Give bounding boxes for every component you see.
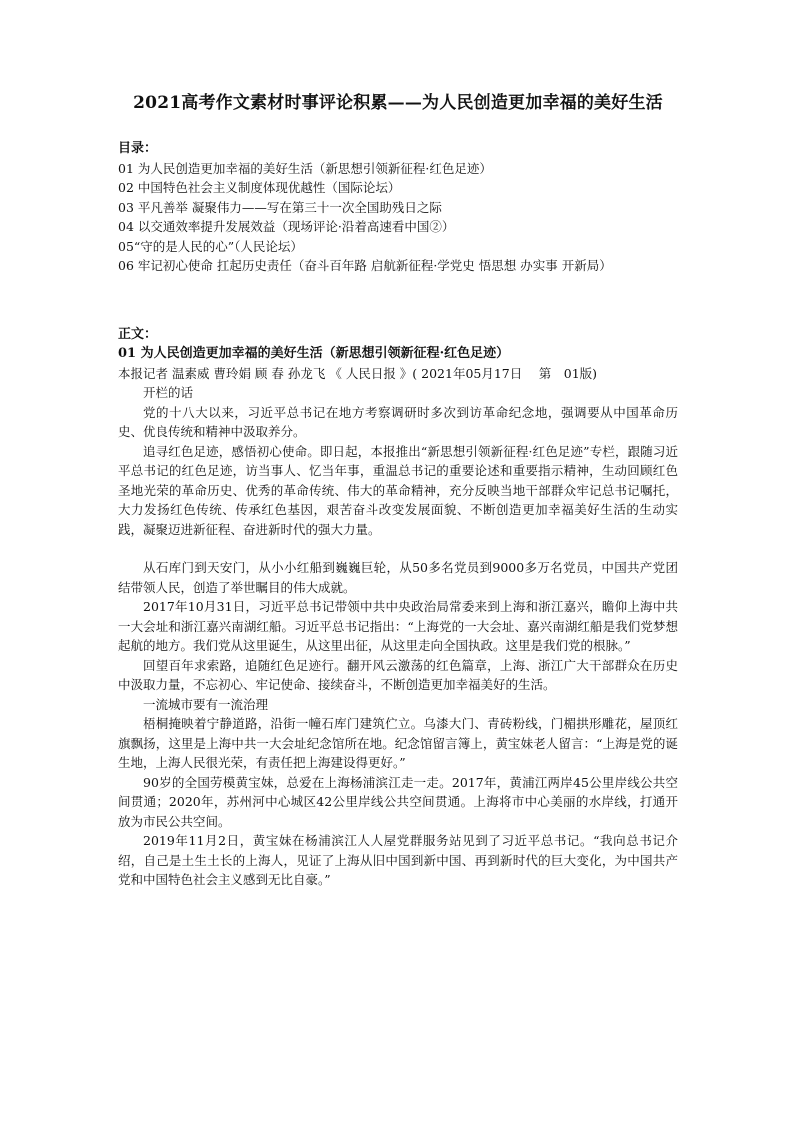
paragraph: 90岁的全国劳模黄宝妹，总爱在上海杨浦滨江走一走。2017年，黄浦江两岸45公里岸线公共空间贯通；2020年，苏州河中心城区42公里岸线公共空间贯通。上海将市中心美丽的水岸线，打通开放为市民公共空间。: [118, 774, 678, 829]
article-title: 01 为人民创造更加幸福的美好生活（新思想引领新征程·红色足迹）: [118, 346, 510, 361]
toc-item-02: 02 中国特色社会主义制度体现优越性（国际论坛）: [118, 180, 401, 195]
body-section: [118, 325, 678, 890]
toc-heading: 目录：: [118, 141, 158, 156]
toc-item-04: 04 以交通效率提升发展效益（现场评论·沿着高速看中国②）: [118, 219, 455, 234]
body-label: 正文：: [118, 326, 158, 342]
toc-item-01: 01 为人民创造更加幸福的美好生活（新思想引领新征程·红色足迹）: [118, 160, 492, 176]
paragraph: 追寻红色足迹，感悟初心使命。即日起，本报推出“新思想引领新征程·红色足迹”专栏，跟随习近平总书记的红色足迹，访当事人、忆当年事，重温总书记的重要论述和重要指示精神，生动回顾红色圣地光荣的革命历史、优秀的革命传统、伟大的革命精神，充分反映当地干部群众牢记总书记嘱托，大力发扬红色传统、传承红色基因，艰苦奋斗改变发展面貌、不断创造更加幸福美好生活的生动实践，凝聚迈进新征程、奋进新时代的强大力量。: [118, 443, 678, 537]
paragraph: 回望百年求索路，追随红色足迹行。翻开风云激荡的红色篇章，上海、浙江广大干部群众在历史中汲取力量，不忘初心、牢记使命、接续奋斗，不断创造更加幸福美好的生活。: [118, 657, 678, 692]
paragraph: 党的十八大以来，习近平总书记在地方考察调研时多次到访革命纪念地，强调要从中国革命历史、优良传统和精神中汲取养分。: [118, 404, 678, 439]
paragraph: 开栏的话: [143, 385, 194, 400]
paragraph: 2017年10月31日，习近平总书记带领中共中央政治局常委来到上海和浙江嘉兴，瞻仰上海中共一大会址和浙江嘉兴南湖红船。习近平总书记指出：“上海党的一大会址、嘉兴南湖红船是我们党梦想起航的地方。我们党从这里诞生，从这里出征，从这里走向全国执政。这里是我们党的根脉。”: [118, 599, 678, 653]
article-byline: 本报记者 温素威 曹玲娟 顾 春 孙龙飞 《 人民日报 》( 2021年05月17日 第 01版): [118, 365, 598, 381]
document-title: 2021高考作文素材时事评论积累——为人民创造更加幸福的美好生活: [133, 93, 663, 113]
toc-item-03: 03 平凡善举 凝聚伟力——写在第三十一次全国助残日之际: [118, 199, 442, 215]
paragraph: 2019年11月2日，黄宝妹在杨浦滨江人人屋党群服务站见到了习近平总书记。“我向总书记介绍，自己是土生土长的上海人，见证了上海从旧中国到新中国、再到新时代的巨大变化，为中国共产党和中国特色社会主义感到无比自豪。”: [118, 833, 678, 887]
table-of-contents: [118, 139, 678, 276]
paragraph: 从石库门到天安门，从小小红船到巍巍巨轮，从50多名党员到9000多万名党员，中国共产党团结带领人民，创造了举世瞩目的伟大成就。: [118, 560, 678, 595]
paragraph-gap: [118, 539, 678, 558]
toc-item-05: 05“守的是人民的心”（人民论坛）: [118, 238, 303, 254]
toc-item-06: 06 牢记初心使命 扛起历史责任（奋斗百年路 启航新征程·学党史 悟思想 办实事 开新局）: [118, 258, 612, 273]
paragraph: 梧桐掩映着宁静道路，沿街一幢石库门建筑伫立。乌漆大门、青砖粉线，门楣拱形雕花，屋顶红旗飘扬，这里是上海中共一大会址纪念馆所在地。纪念馆留言簿上，黄宝妹老人留言：“上海是党的诞生地，上海人民很光荣，有责任把上海建设得更好。”: [118, 716, 678, 770]
section-subheading: 一流城市要有一流治理: [143, 696, 269, 712]
document-page: [118, 92, 678, 890]
